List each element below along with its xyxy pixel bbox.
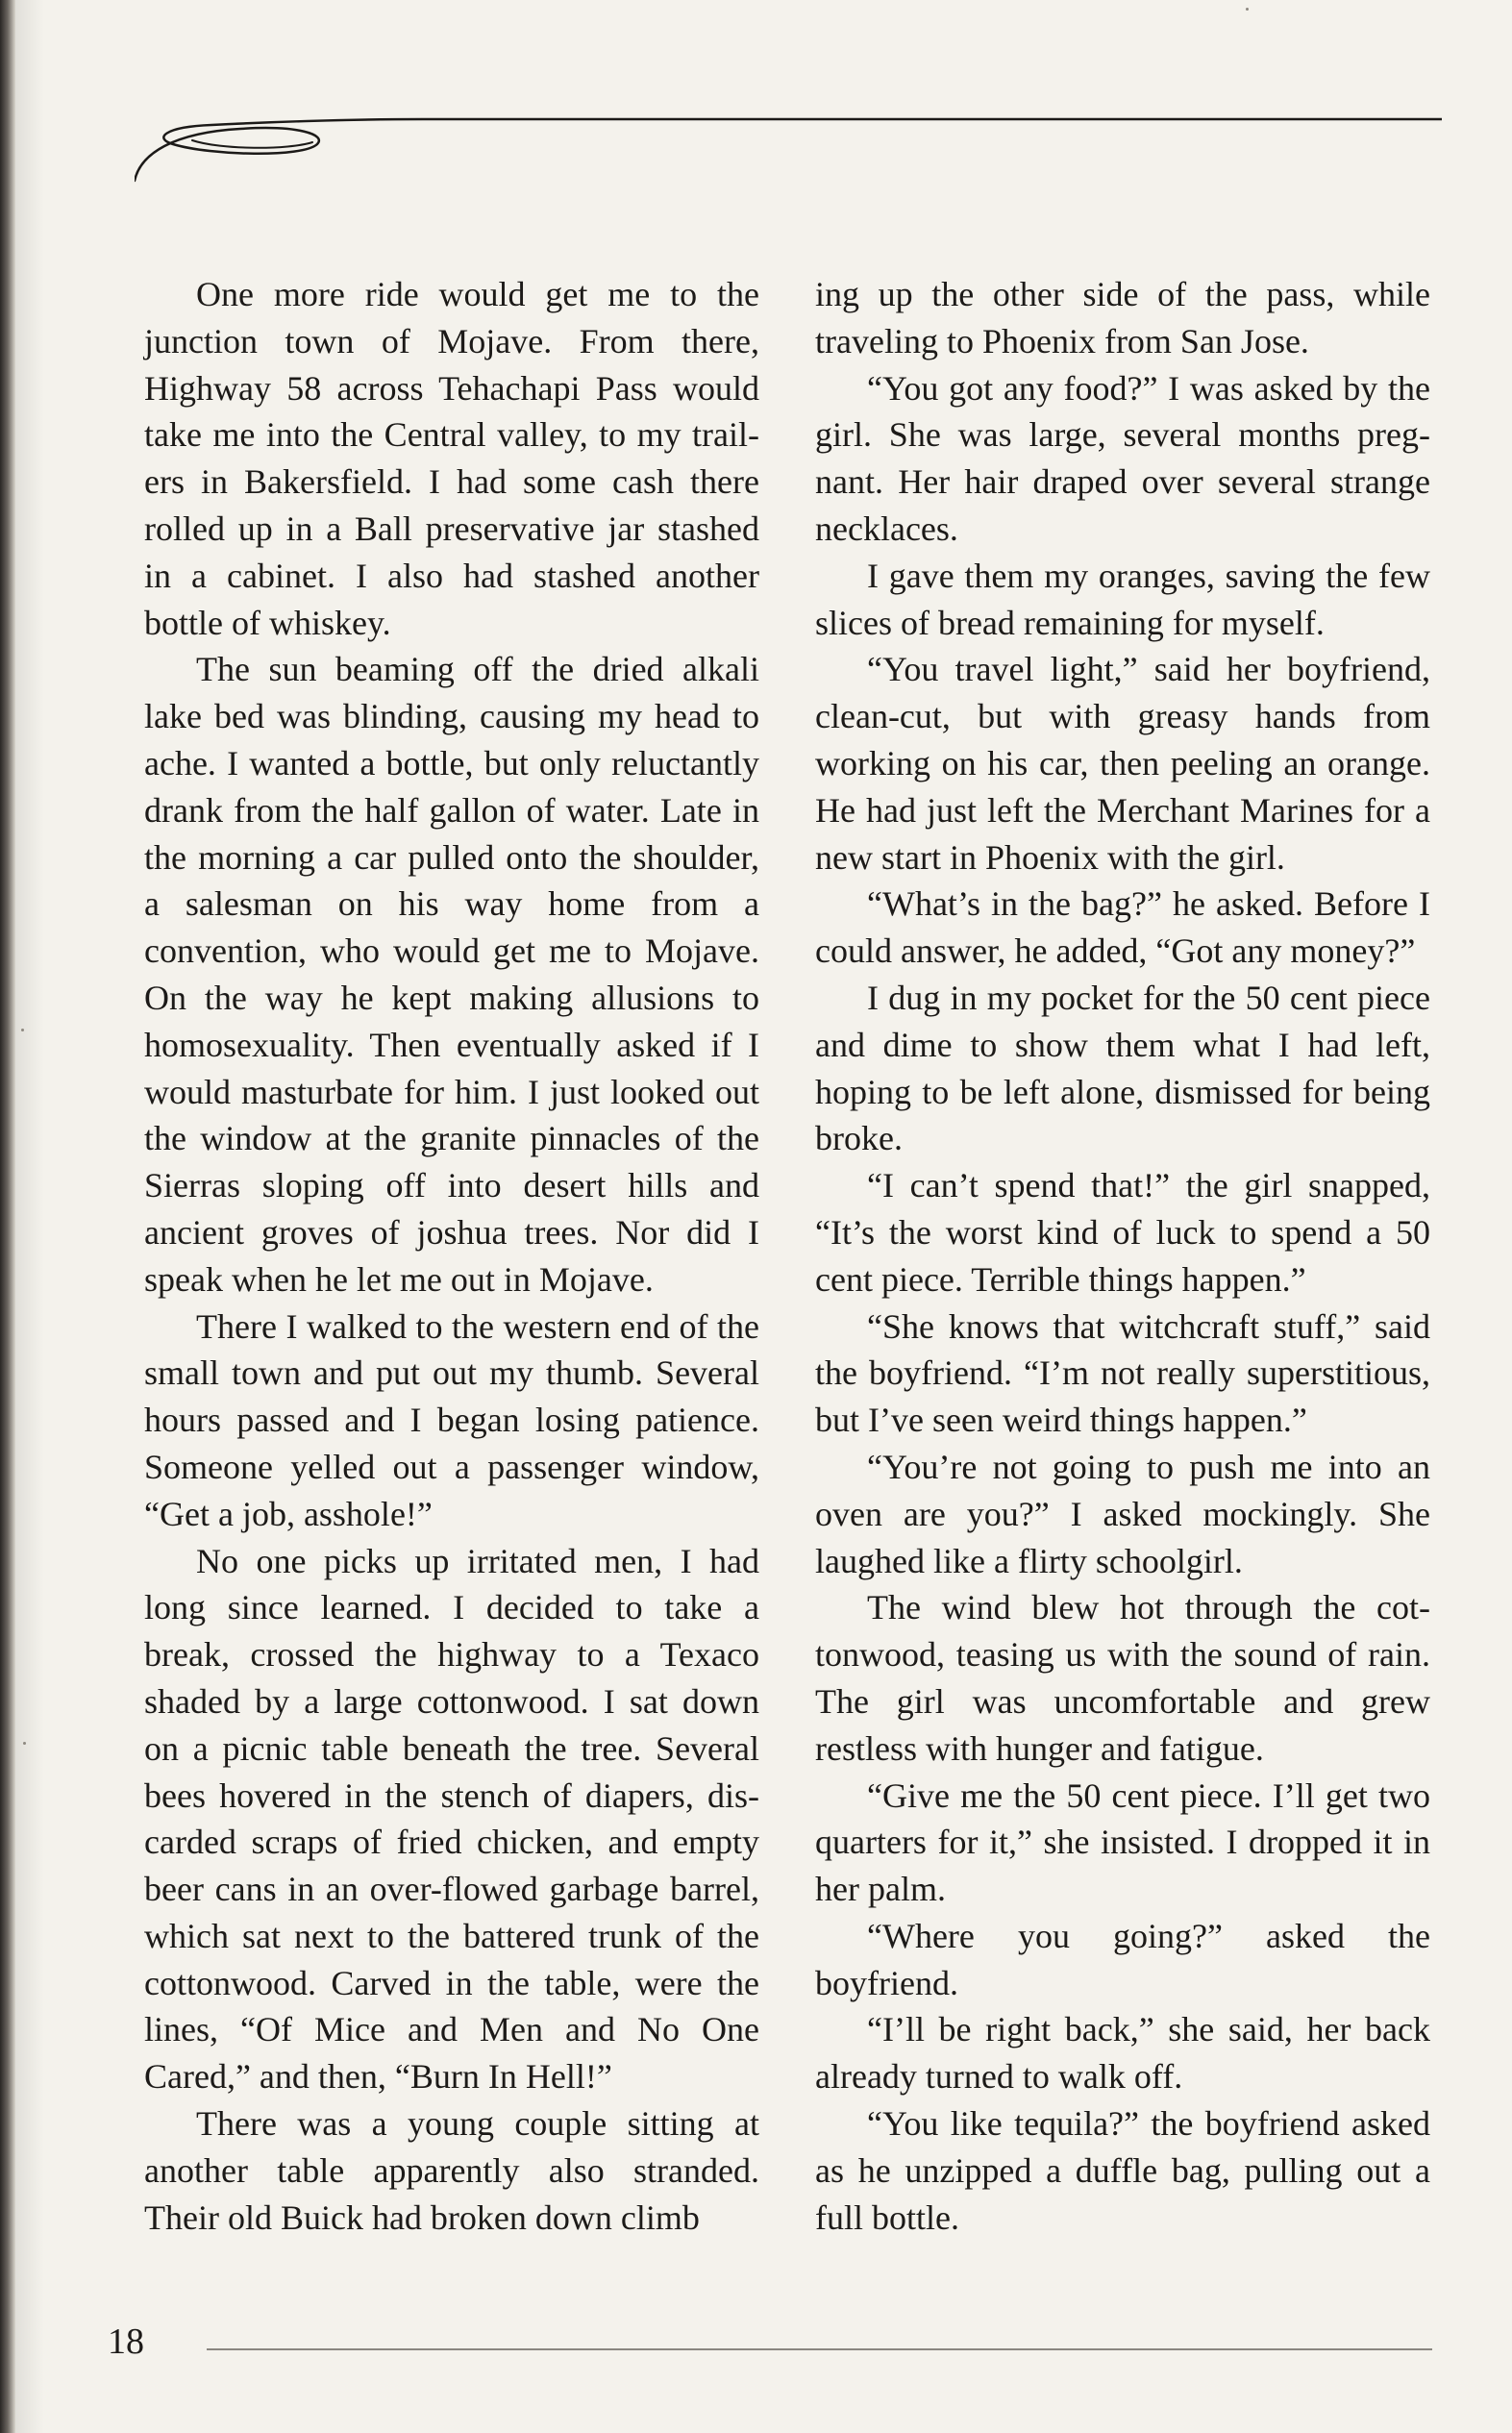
right-text-column xyxy=(815,271,1430,2241)
paragraph: “You got any food?” I was asked by the girl. She was large, several months pregnant. Her hair draped over several strange necklaces. xyxy=(815,368,1430,548)
paragraph: One more ride would get me to the junction town of Mojave. From there, Highway 58 across Tehachapi Pass would take me into the Central valley, to my trailers in Bakersfield. I had some cash there rolled up in a Ball preservative jar stashed in a cabinet. I also had stashed another bottle of whiskey. xyxy=(144,275,759,642)
paragraph: “She knows that witchcraft stuff,” said the boyfriend. “I’m not really superstitious, but I’ve seen weird things happen.” xyxy=(815,1306,1430,1440)
paper-speck xyxy=(23,1742,26,1745)
paper-speck xyxy=(21,1029,24,1031)
paragraph: No one picks up irritated men, I had long since learned. I decided to take a break, crossed the highway to a Texaco shaded by a large cottonwood. I sat down on a picnic table beneath the tree. Several bees hovered in the stench of diapers, discarded scraps of fried chicken, and empty beer cans in an over-flowed garbage barrel, which sat next to the battered trunk of the cottonwood. Carved in the table, were the lines, “Of Mice and Men and No One Cared,” and then, “Burn In Hell!” xyxy=(144,1541,759,2097)
paragraph: “What’s in the bag?” he asked. Before I could answer, he added, “Got any money?” xyxy=(815,884,1430,971)
paragraph: There I walked to the western end of the small town and put out my thumb. Several hours passed and I began losing patience. Someone yelled out a passenger window, “Get a job, asshole!” xyxy=(144,1306,759,1533)
paper-speck xyxy=(1246,8,1249,11)
paragraph: “I’ll be right back,” she said, her back already turned to walk off. xyxy=(815,2010,1430,2097)
footer-rule xyxy=(207,2348,1432,2350)
paragraph: “You’re not going to push me into an oven are you?” I asked mockingly. She laughed like a flirty schoolgirl. xyxy=(815,1447,1430,1580)
page-number: 18 xyxy=(108,2321,144,2362)
paragraph: “You travel light,” said her boyfriend, clean-cut, but with greasy hands from working on his car, then peeling an orange. He had just left the Merchant Marines for a new start in Phoenix with the girl. xyxy=(815,650,1430,877)
paragraph: The wind blew hot through the cottonwood, teasing us with the sound of rain. The girl was uncomfortable and grew restless with hunger and fatigue. xyxy=(815,1588,1430,1768)
paragraph: I gave them my oranges, saving the few slices of bread remaining for myself. xyxy=(815,556,1430,642)
page-binding-edge xyxy=(0,0,15,2433)
paragraph: “You like tequila?” the boyfriend asked as he unzipped a duffle bag, pulling out a full bottle. xyxy=(815,2104,1430,2237)
paragraph: The sun beaming off the dried alkali lake bed was blinding, causing my head to ache. I wanted a bottle, but only reluctantly drank from the half gallon of water. Late in the morning a car pulled onto the shoulder, a salesman on his way home from a convention, who would get me to Mojave. On the way he kept making allusions to homosexuality. Then eventually asked if I would masturbate for him. I just looked out the window at the granite pinnacles of the Sierras sloping off into desert hills and ancient groves of joshua trees. Nor did I speak when he let me out in Mojave. xyxy=(144,650,759,1299)
page-gutter-shadow xyxy=(15,0,44,2433)
paragraph: There was a young couple sitting at another table apparently also stranded. Their old Buick had broken down climb xyxy=(144,2104,759,2237)
flourish-inner-loop xyxy=(192,140,312,148)
paragraph: “Give me the 50 cent piece. I’ll get two quarters for it,” she insisted. I dropped it in her palm. xyxy=(815,1775,1430,1909)
paragraph: I dug in my pocket for the 50 cent piece and dime to show them what I had left, hoping to be left alone, dismissed for being broke. xyxy=(815,978,1430,1158)
paragraph: “I can’t spend that!” the girl snapped, “It’s the worst kind of luck to spend a 50 cent piece. Terrible things happen.” xyxy=(815,1166,1430,1299)
header-flourish-ornament xyxy=(135,106,1442,192)
left-text-column xyxy=(144,271,759,2241)
paragraph-continued: ing up the other side of the pass, while traveling to Phoenix from San Jose. xyxy=(815,275,1430,360)
flourish-swirl xyxy=(135,119,1442,181)
paragraph: “Where you going?” asked the boyfriend. xyxy=(815,1916,1430,2002)
